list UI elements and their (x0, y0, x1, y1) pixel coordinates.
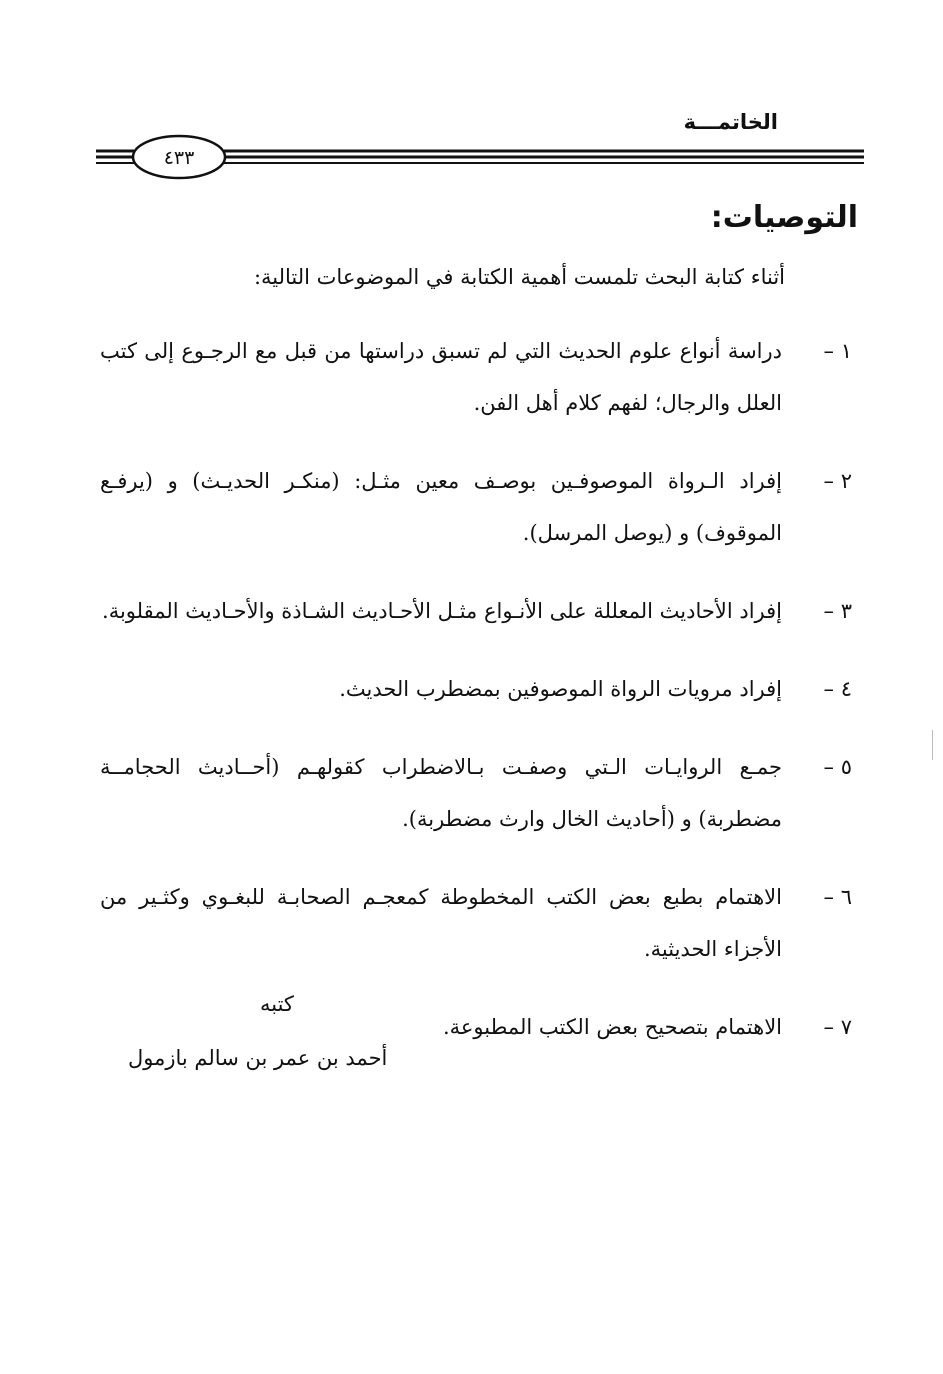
item-number: ٢ – (823, 469, 852, 493)
item-number: ١ – (823, 339, 852, 363)
recommendations-list (100, 325, 860, 1079)
item-text: إفراد الأحاديث المعللة على الأنـواع مثـل الأحـاديث الشـاذة والأحـاديث المقلوبة. (102, 599, 782, 623)
list-item (100, 585, 860, 637)
item-text: إفراد مرويات الرواة الموصوفين بمضطرب الحديث. (339, 677, 782, 701)
list-item (100, 325, 860, 429)
signature-label: كتبه (260, 992, 294, 1016)
item-number: ٥ – (823, 755, 852, 779)
item-number: ٣ – (823, 599, 852, 623)
list-item (100, 663, 860, 715)
running-title: الخاتمـــة (683, 110, 778, 134)
item-text: جمـع الروايـات الـتي وصفـت بـالاضطراب كقولهـم (أحــاديث الحجامــة مضطربة) و (أحاديث الخال وارث مضطربة). (100, 755, 782, 831)
item-text: الاهتمام بطبع بعض الكتب المخطوطة كمعجـم الصحابـة للبغـوي وكثـير من الأجزاء الحديثية. (100, 885, 782, 961)
item-text: دراسة أنواع علوم الحديث التي لم تسبق دراستها من قبل مع الرجـوع إلى كتب العلل والرجال؛ لفهم كلام أهل الفن. (100, 339, 782, 415)
section-heading: التوصيات: (710, 200, 858, 235)
intro-paragraph: أثناء كتابة البحث تلمست أهمية الكتابة في الموضوعات التالية: (253, 265, 785, 289)
list-item (100, 741, 860, 845)
list-item (100, 455, 860, 559)
scan-mark (932, 730, 933, 760)
item-number: ٦ – (823, 885, 852, 909)
item-text: إفراد الـرواة الموصوفـين بوصـف معين مثـل: (منكـر الحديـث) و (يرفـع الموقوف) و (يوصل المرسل). (100, 469, 782, 545)
item-number: ٧ – (823, 1015, 852, 1039)
item-number: ٤ – (823, 677, 852, 701)
item-text: الاهتمام بتصحيح بعض الكتب المطبوعة. (442, 1015, 782, 1039)
list-item (100, 871, 860, 975)
author-name: أحمد بن عمر بن سالم بازمول (128, 1046, 388, 1070)
page-number: ٤٣٣ (163, 147, 195, 169)
